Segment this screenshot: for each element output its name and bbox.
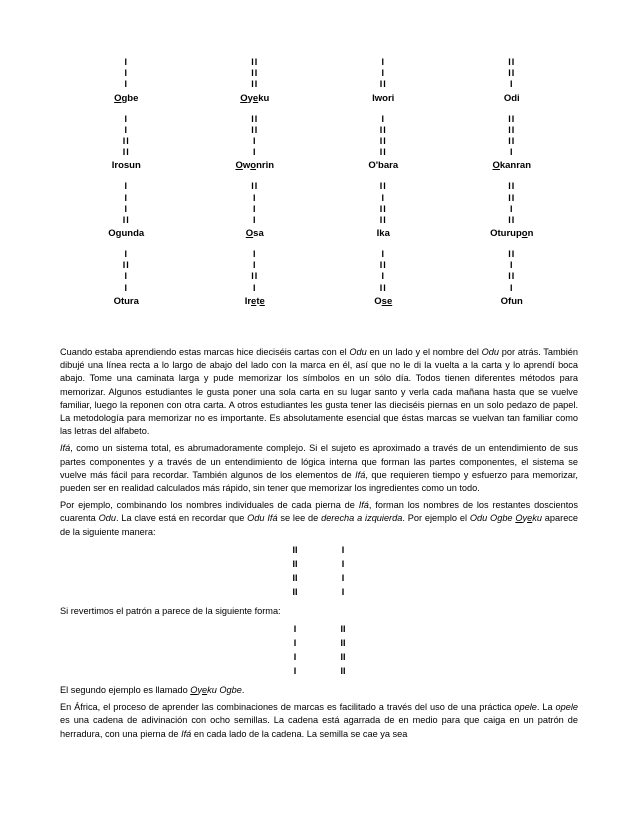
pattern-mark: I: [293, 638, 297, 649]
pattern-mark: I: [341, 558, 345, 569]
odu-mark: II: [122, 214, 130, 225]
odu-mark: I: [124, 113, 128, 124]
odu-name-part: O: [245, 228, 254, 240]
pattern-gap: [312, 622, 326, 636]
odu-mark: II: [251, 68, 259, 79]
odu-row: [62, 181, 576, 240]
odu-name: [114, 93, 138, 105]
odu-mark: I: [509, 282, 514, 293]
pattern-row: [60, 664, 578, 678]
odu-mark: I: [252, 260, 257, 271]
text-run: derecha a izquierda: [321, 513, 403, 524]
odu-mark: II: [251, 113, 259, 124]
text-run: El segundo ejemplo es llamado: [60, 685, 191, 696]
text-run: , como un sistema total, es abrumadoramente complejo. Si el sujeto es aproximado a través de un entendimiento de sus partes componentes y a través de un entendimiento de lógica interna que forman las partes componentes, el sistema se vuelve más fácil para recordar. También algunos de los elementos de: [60, 443, 578, 480]
odu-name: [504, 93, 520, 105]
text-run: en un lado y el nombre del: [366, 347, 482, 357]
pattern-gap: [312, 636, 326, 650]
odu-figure: [191, 114, 320, 173]
odu-mark: I: [124, 282, 128, 293]
text-run: , forman los nombres de los restantes doscientos cuarenta: [60, 500, 578, 524]
text-run: Ifá: [355, 469, 366, 480]
odu-name-part: e: [252, 92, 259, 104]
text-run: es una cadena de adivinación con ocho semillas. La cadena está agarrada de en medio para que caiga en un patrón de herradura, con una pierna de: [60, 715, 578, 739]
odu-mark: II: [508, 192, 516, 203]
odu-mark: II: [251, 124, 259, 135]
odu-mark: II: [379, 214, 387, 225]
odu-name: [245, 296, 265, 308]
odu-mark: II: [508, 124, 516, 135]
odu-name-part: e: [386, 295, 393, 307]
odu-name: [235, 160, 274, 172]
odu-figure: [319, 57, 448, 105]
odu-name-part: O: [235, 160, 243, 172]
odu-mark: I: [252, 135, 257, 146]
text-run: Cuando estaba aprendiendo estas marcas hice dieciséis cartas con el: [60, 347, 350, 357]
text-run: Odu: [98, 513, 116, 524]
odu-figure: [319, 114, 448, 173]
odu-mark: I: [124, 68, 128, 79]
pattern-row: [60, 636, 578, 650]
pattern-mark: II: [340, 666, 346, 677]
odu-mark: II: [122, 135, 130, 146]
odu-name-part: o: [521, 228, 528, 240]
odu-name-part: O'bara: [368, 160, 399, 172]
odu-figure: [319, 181, 448, 240]
odu-figure: [62, 181, 191, 240]
odu-figure: [62, 114, 191, 173]
odu-name-part: Oturup: [490, 228, 522, 240]
pattern-mark: II: [292, 572, 298, 583]
odu-name: [368, 160, 398, 172]
odu-mark: I: [252, 249, 257, 260]
pattern-mark: I: [293, 624, 297, 635]
pattern-row: [60, 650, 578, 664]
odu-name-part: Iwori: [372, 92, 395, 104]
odu-name-part: gbe: [121, 92, 139, 104]
odu-name-part: o: [250, 160, 257, 172]
pattern-mark: I: [293, 666, 297, 677]
odu-name-part: O: [114, 92, 122, 104]
odu-mark: II: [379, 124, 387, 135]
odu-name-part: Odi: [503, 92, 520, 104]
odu-name: [108, 228, 144, 240]
text-run: Odu: [481, 347, 499, 357]
pattern-row: [60, 622, 578, 636]
pattern-mark: I: [293, 652, 297, 663]
odu-mark: I: [252, 203, 257, 214]
text-run: Ifá: [358, 500, 369, 511]
odu-name-part: Otura: [113, 295, 139, 307]
odu-name: [240, 93, 269, 105]
odu-row: [62, 114, 576, 173]
text-run: y: [522, 513, 528, 524]
odu-name: [492, 160, 531, 172]
text-run: Odu Ogbe: [469, 513, 516, 524]
odu-mark: II: [508, 249, 516, 260]
odu-name-part: n: [527, 228, 534, 240]
odu-mark: I: [124, 181, 128, 192]
pattern-row: [60, 585, 578, 599]
odu-mark: II: [379, 181, 387, 192]
odu-mark: I: [381, 192, 385, 203]
text-run: . Por ejemplo el: [402, 513, 470, 524]
pattern-mark: II: [292, 558, 298, 569]
odu-name-part: w: [242, 160, 251, 172]
pattern-gap: [312, 650, 326, 664]
odu-name: [374, 296, 392, 308]
odu-mark: II: [122, 147, 130, 158]
pattern-mark: I: [341, 544, 345, 555]
odu-name-part: e: [251, 295, 257, 307]
odu-mark: II: [508, 135, 516, 146]
odu-mark: I: [124, 57, 128, 67]
odu-name: [246, 228, 264, 240]
odu-mark: I: [124, 79, 128, 90]
pattern-gap: [312, 557, 326, 571]
text-run: Por ejemplo, combinando los nombres individuales de cada pierna de: [60, 500, 359, 511]
text-run: En África, el proceso de aprender las combinaciones de marcas es facilitado a través del uso de una práctica: [60, 702, 515, 713]
text-run: aparece de la siguiente manera:: [60, 513, 579, 537]
odu-mark: II: [251, 181, 259, 192]
pattern-mark: II: [292, 586, 298, 597]
odu-figure: [448, 181, 577, 240]
odu-grid: [62, 57, 576, 317]
odu-name: [490, 228, 533, 240]
text-run: por atrás. También dibujé una línea recta a lo largo de abajo del lado con la marca en él, así que no le di la vuelta a la carta y lo aprendí boca abajo. Tome una caminata larga y pude memorizar los símbolos en un sólo día. Todos tienen diferentes métodos para memorizar. Algunos estudiantes le gusta poner una sola carta en su lugar santo y verla cada mañana hasta que se vuelve familiar, luego la reponen con otra carta. A otros estudiantes les gusta tener las dieciséis piernas en un solo pedazo de papel. La metodología para memorizar no es importante. Es absolutamente esencial que éstas marcas se vuelvan tan familiar como las letras del alfabeto.: [60, 347, 579, 437]
odu-row: [62, 249, 576, 308]
pattern-mark: II: [292, 544, 298, 555]
text-run: ku: [532, 513, 542, 524]
odu-mark: II: [508, 181, 516, 192]
odu-name-part: Ofun: [500, 295, 523, 307]
pattern-gap: [312, 585, 326, 599]
pattern-mark: I: [341, 572, 345, 583]
odu-mark: I: [252, 282, 257, 293]
odu-mark: I: [252, 214, 257, 225]
text-run: , que requieren tiempo y esfuerzo para memorizar, pueden ser en realidad calculados más rápido, sin tener que memorizar los ingredientes como un todo.: [60, 469, 578, 494]
odu-name-part: Irosun: [111, 160, 141, 172]
pattern-mark: I: [341, 586, 345, 597]
paragraph: [60, 442, 578, 495]
text-run: .: [241, 685, 245, 696]
odu-figure: [448, 249, 577, 308]
odu-name-part: Ir: [244, 295, 252, 307]
odu-name-part: O: [240, 92, 248, 104]
odu-mark: I: [381, 271, 385, 282]
pattern-row: [60, 543, 578, 557]
odu-name: [114, 296, 139, 308]
odu-mark: II: [379, 79, 387, 90]
odu-name-part: y: [247, 92, 253, 104]
odu-figure: [191, 249, 320, 308]
odu-mark: I: [252, 192, 257, 203]
text-run: O: [190, 685, 198, 696]
odu-mark: I: [124, 203, 128, 214]
odu-mark: I: [381, 57, 385, 67]
text-run: O: [515, 513, 523, 524]
paragraph: [60, 605, 578, 618]
odu-figure: [62, 57, 191, 105]
text-run: y: [197, 685, 202, 696]
odu-mark: I: [509, 147, 514, 158]
odu-pattern: [60, 543, 578, 599]
odu-name: [377, 228, 390, 240]
pattern-mark: II: [340, 638, 346, 649]
odu-mark: I: [124, 271, 128, 282]
odu-mark: II: [122, 260, 130, 271]
odu-name-part: s: [381, 295, 387, 307]
text-run: Odu Ifá: [247, 513, 278, 524]
odu-mark: II: [508, 271, 516, 282]
text-run: Ifá: [181, 728, 192, 739]
odu-mark: I: [381, 249, 385, 260]
text-run: . La clave está en recordar que: [115, 513, 248, 524]
odu-mark: II: [251, 57, 259, 67]
text-run: e: [527, 513, 533, 524]
odu-mark: II: [251, 271, 259, 282]
pattern-gap: [312, 664, 326, 678]
odu-figure: [319, 249, 448, 308]
text-run: e: [202, 685, 208, 696]
odu-mark: I: [509, 260, 514, 271]
odu-figure: [448, 114, 577, 173]
odu-row: [62, 57, 576, 105]
odu-name-part: e: [259, 295, 265, 307]
odu-mark: II: [508, 214, 516, 225]
pattern-row: [60, 557, 578, 571]
odu-name-part: O: [374, 295, 382, 307]
pattern-mark: II: [340, 652, 346, 663]
odu-mark: II: [379, 260, 387, 271]
text-run: Si revertimos el patrón a parece de la siguiente forma:: [60, 605, 281, 616]
odu-name-part: Ogunda: [108, 228, 145, 240]
odu-name-part: ku: [258, 92, 270, 104]
odu-mark: II: [379, 282, 387, 293]
odu-mark: II: [251, 79, 259, 90]
text-run: se lee de: [277, 513, 322, 524]
pattern-gap: [312, 571, 326, 585]
text-run: en cada lado de la cadena. La semilla se cae ya sea: [191, 728, 408, 739]
text-run: . La: [536, 702, 556, 713]
odu-name: [501, 296, 523, 308]
odu-mark: I: [124, 249, 128, 260]
odu-mark: II: [508, 68, 516, 79]
odu-figure: [448, 57, 577, 105]
odu-mark: II: [379, 147, 387, 158]
odu-figure: [62, 249, 191, 308]
text-run: Odu: [349, 347, 367, 357]
paragraph: [60, 701, 578, 741]
odu-mark: I: [124, 192, 128, 203]
body-text: [60, 346, 578, 745]
text-run: ku Ogbe: [207, 685, 242, 696]
odu-figure: [191, 57, 320, 105]
odu-mark: I: [509, 79, 514, 90]
paragraph: [60, 346, 578, 438]
paragraph: [60, 684, 578, 697]
odu-name-part: t: [256, 295, 260, 307]
odu-name-part: kanran: [499, 160, 532, 172]
text-run: opele: [514, 702, 537, 713]
odu-name-part: Ika: [376, 228, 390, 240]
odu-mark: II: [379, 203, 387, 214]
odu-mark: I: [509, 203, 514, 214]
pattern-row: [60, 571, 578, 585]
pattern-mark: II: [340, 624, 346, 635]
odu-name: [372, 93, 394, 105]
paragraph: [60, 499, 578, 539]
text-run: opele: [555, 702, 578, 713]
odu-name-part: sa: [253, 228, 264, 240]
odu-name: [112, 160, 141, 172]
odu-mark: I: [381, 68, 385, 79]
odu-name-part: nrin: [256, 160, 275, 172]
odu-mark: II: [379, 135, 387, 146]
odu-mark: II: [508, 113, 516, 124]
text-run: Ifá: [60, 443, 71, 454]
odu-mark: I: [381, 113, 385, 124]
odu-pattern: [60, 622, 578, 678]
odu-mark: I: [252, 147, 257, 158]
pattern-gap: [312, 543, 326, 557]
odu-mark: II: [508, 57, 516, 67]
odu-name-part: O: [492, 160, 500, 172]
odu-mark: I: [124, 124, 128, 135]
odu-figure: [191, 181, 320, 240]
